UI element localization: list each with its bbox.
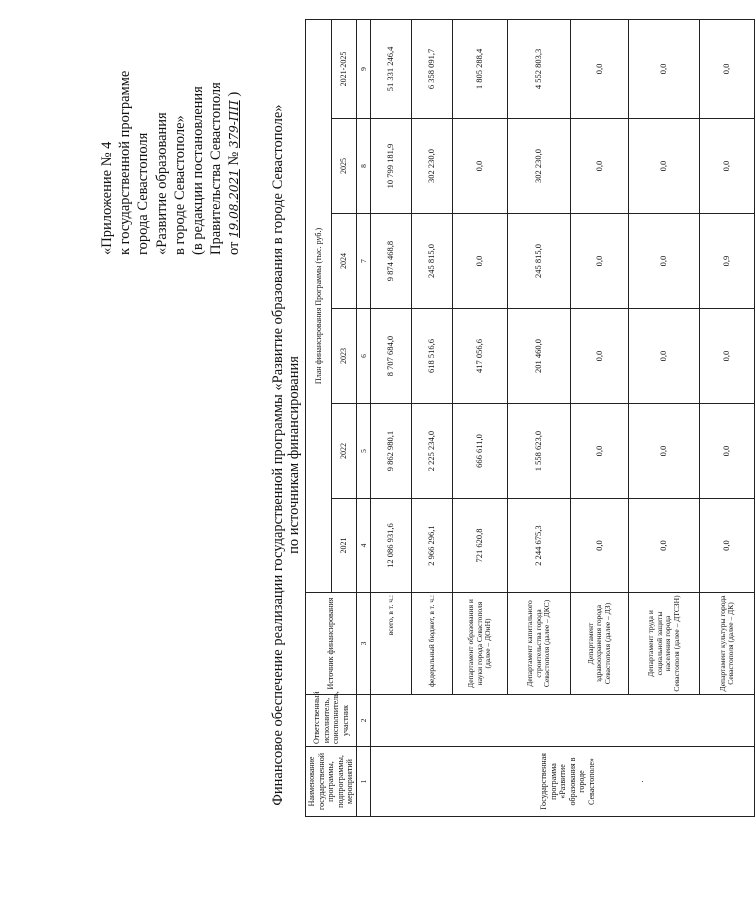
value-cell: 302 230,0 [508, 119, 571, 214]
value-cell: 51 331 246,4 [371, 19, 412, 118]
program-name-cell [371, 747, 755, 817]
value-cell: 0,0 [700, 404, 755, 499]
value-cell: 9 874 468,8 [371, 214, 412, 309]
title-line-1: Финансовое обеспечение реализации государственной программы «Развитие образования в городе Севастополе» [270, 104, 286, 806]
value-cell: 4 552 803,3 [508, 19, 571, 118]
source-cell: Департамент труда и социальной защиты населения города Севастополя (далее – ДТСЗН) [629, 593, 700, 695]
header-line: (в редакции постановления [190, 86, 207, 255]
value-cell: 0,0 [700, 19, 755, 118]
year-cell: 2021-2025 [331, 19, 357, 118]
value-cell: 12 086 931,6 [371, 499, 412, 593]
column-number: 5 [357, 404, 371, 499]
program-marker: . [636, 780, 646, 783]
column-number: 3 [357, 593, 371, 695]
header-line: в городе Севастополе» [171, 115, 188, 255]
column-number: 4 [357, 499, 371, 593]
header-source: Источник финансирования [306, 593, 357, 695]
source-cell: Департамент культуры города Севастополя (далее – ДК) [700, 593, 755, 695]
header-plan: План финансирования Программы (тыс. руб.) [306, 19, 332, 592]
appendix-header [98, 25, 244, 255]
value-cell: 0,0 [700, 499, 755, 593]
value-cell: 0,0 [571, 119, 629, 214]
value-cell: 0,0 [629, 119, 700, 214]
value-cell: 2 244 675,3 [508, 499, 571, 593]
handwritten-date: 19.08.2021 [227, 169, 242, 238]
year-cell: 2022 [331, 404, 357, 499]
source-cell: Департамент образования и науки города Севастополя (далее – ДОиН) [453, 593, 508, 695]
value-cell: 1 805 288,4 [453, 19, 508, 118]
financing-table [305, 19, 755, 817]
value-cell: 0,0 [571, 499, 629, 593]
header-line: к государственной программе [117, 70, 134, 255]
year-cell: 2025 [331, 119, 357, 214]
column-number: 6 [357, 309, 371, 404]
closing-paren: ) [226, 91, 243, 97]
column-number: 9 [357, 19, 371, 118]
column-number: 8 [357, 119, 371, 214]
value-cell: 0,9 [700, 214, 755, 309]
column-number: 1 [357, 747, 371, 817]
number-sign: № [226, 151, 243, 166]
year-cell: 2021 [331, 499, 357, 593]
title-line-2: по источникам финансирования [286, 356, 302, 554]
table-header-row [306, 19, 332, 816]
header-line: «Развитие образования [153, 112, 170, 255]
value-cell: 10 799 181,9 [371, 119, 412, 214]
ot-label: от [226, 241, 243, 255]
executor-cell [371, 695, 755, 747]
value-cell: 245 815,0 [412, 214, 453, 309]
source-cell: Департамент здравоохранения города Севастополя (далее – ДЗ) [571, 593, 629, 695]
program-name: Государственная программа «Развитие образования в городе Севастополе» [539, 753, 596, 810]
value-cell: 9 862 980,1 [371, 404, 412, 499]
table-row [371, 19, 412, 816]
value-cell: 417 056,6 [453, 309, 508, 404]
value-cell: 0,0 [571, 404, 629, 499]
value-cell: 0,0 [453, 214, 508, 309]
source-cell: федеральный бюджет, в т. ч.: [412, 593, 453, 695]
value-cell: 721 620,8 [453, 499, 508, 593]
value-cell: 666 611,0 [453, 404, 508, 499]
value-cell: 8 707 684,0 [371, 309, 412, 404]
value-cell: 0,0 [629, 404, 700, 499]
header-signature-line [225, 25, 243, 255]
value-cell: 2 225 234,0 [412, 404, 453, 499]
value-cell: 6 358 091,7 [412, 19, 453, 118]
source-cell: всего, в т. ч.: [371, 593, 412, 695]
value-cell: 0,0 [700, 309, 755, 404]
year-cell: 2023 [331, 309, 357, 404]
handwritten-number: 379-ПП [227, 100, 242, 149]
header-line: «Приложение № 4 [99, 141, 115, 255]
column-number-row [357, 19, 371, 816]
header-name: Наименование государственной программы, подпрограммы, мероприятий [306, 747, 357, 817]
value-cell: 0,0 [629, 499, 700, 593]
year-cell: 2024 [331, 214, 357, 309]
value-cell: 0,0 [629, 214, 700, 309]
column-number: 2 [357, 695, 371, 747]
value-cell: 201 460,0 [508, 309, 571, 404]
document-title [270, 75, 302, 835]
value-cell: 0,0 [629, 309, 700, 404]
value-cell: 618 516,6 [412, 309, 453, 404]
column-number: 7 [357, 214, 371, 309]
value-cell: 245 815,0 [508, 214, 571, 309]
header-line: города Севастополя [135, 132, 152, 255]
value-cell: 0,0 [571, 309, 629, 404]
value-cell: 0,0 [700, 119, 755, 214]
header-executor: Ответственный исполнитель, соисполнитель, участник [306, 695, 357, 747]
header-line: Правительства Севастополя [208, 82, 225, 255]
value-cell: 302 230,0 [412, 119, 453, 214]
value-cell: 0,0 [571, 214, 629, 309]
value-cell: 0,0 [629, 19, 700, 118]
value-cell: 0,0 [571, 19, 629, 118]
value-cell: 0,0 [453, 119, 508, 214]
value-cell: 1 558 623,0 [508, 404, 571, 499]
value-cell: 2 966 296,1 [412, 499, 453, 593]
source-cell: Департамент капитального строительства города Севастополя (далее – ДКС) [508, 593, 571, 695]
